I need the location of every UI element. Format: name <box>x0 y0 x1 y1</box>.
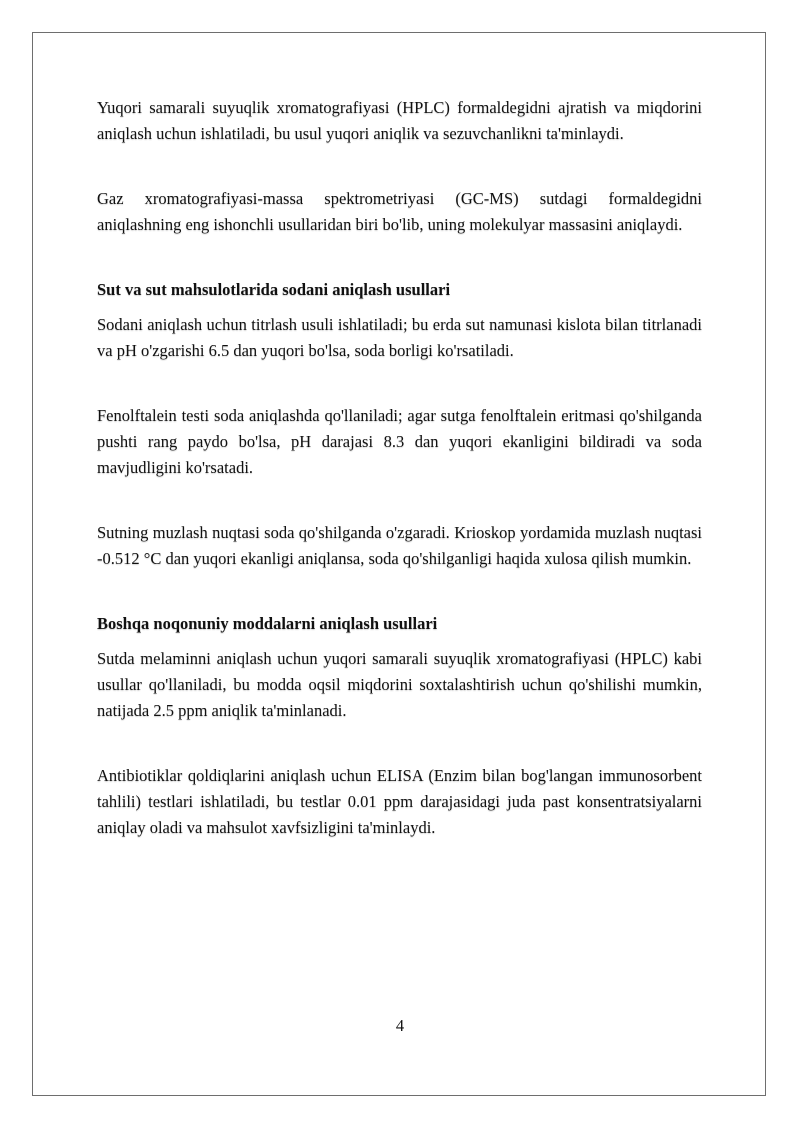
paragraph-titration: Sodani aniqlash uchun titrlash usuli ishlatiladi; bu erda sut namunasi kislota bilan titrlanadi va pH o'zgarishi 6.5 dan yuqori bo'lsa, soda borligi ko'rsatiladi. <box>97 315 702 360</box>
page-number: 4 <box>395 1016 405 1035</box>
paragraph-freezing-point: Sutning muzlash nuqtasi soda qo'shilganda o'zgaradi. Krioskop yordamida muzlash nuqtasi -0.512 °C dan yuqori ekanligi aniqlansa, soda qo'shilganligi haqida xulosa qilish mumkin. <box>97 523 702 568</box>
paragraph-gcms-formaldehyde: Gaz xromatografiyasi-massa spektrometriyasi (GC-MS) sutdagi formaldegidni aniqlashning eng ishonchli usullaridan biri bo'lib, uning molekulyar massasini aniqlaydi. <box>97 189 702 234</box>
paragraph-phenolphthalein: Fenolftalein testi soda aniqlashda qo'llaniladi; agar sutga fenolftalein eritmasi qo'shilganda pushti rang paydo bo'lsa, pH darajasi 8.3 dan yuqori ekanligini bildiradi va soda mavjudligini ko'rsatadi. <box>97 406 702 477</box>
section-heading-soda: Sut va sut mahsulotlarida sodani aniqlash usullari <box>97 280 451 299</box>
paragraph-melamine: Sutda melaminni aniqlash uchun yuqori samarali suyuqlik xromatografiyasi (HPLC) kabi usullar qo'llaniladi, bu modda oqsil miqdorini soxtalashtirish uchun qo'shilishi mumkin, natijada 2.5 ppm aniqlik ta'minlanadi. <box>97 649 702 720</box>
paragraph-hplc-formaldehyde: Yuqori samarali suyuqlik xromatografiyasi (HPLC) formaldegidni ajratish va miqdorini aniqlash uchun ishlatiladi, bu usul yuqori aniqlik va sezuvchanlikni ta'minlaydi. <box>97 98 702 143</box>
paragraph-antibiotics-elisa: Antibiotiklar qoldiqlarini aniqlash uchun ELISA (Enzim bilan bog'langan immunosorbent tahlili) testlari ishlatiladi, bu testlar 0.01 ppm darajasidagi juda past konsentratsiyalarni aniqlay oladi va mahsulot xavfsizligini ta'minlaydi. <box>97 766 702 837</box>
document-body <box>97 95 702 841</box>
section-heading-illegal-substances: Boshqa noqonuniy moddalarni aniqlash usullari <box>97 614 438 633</box>
